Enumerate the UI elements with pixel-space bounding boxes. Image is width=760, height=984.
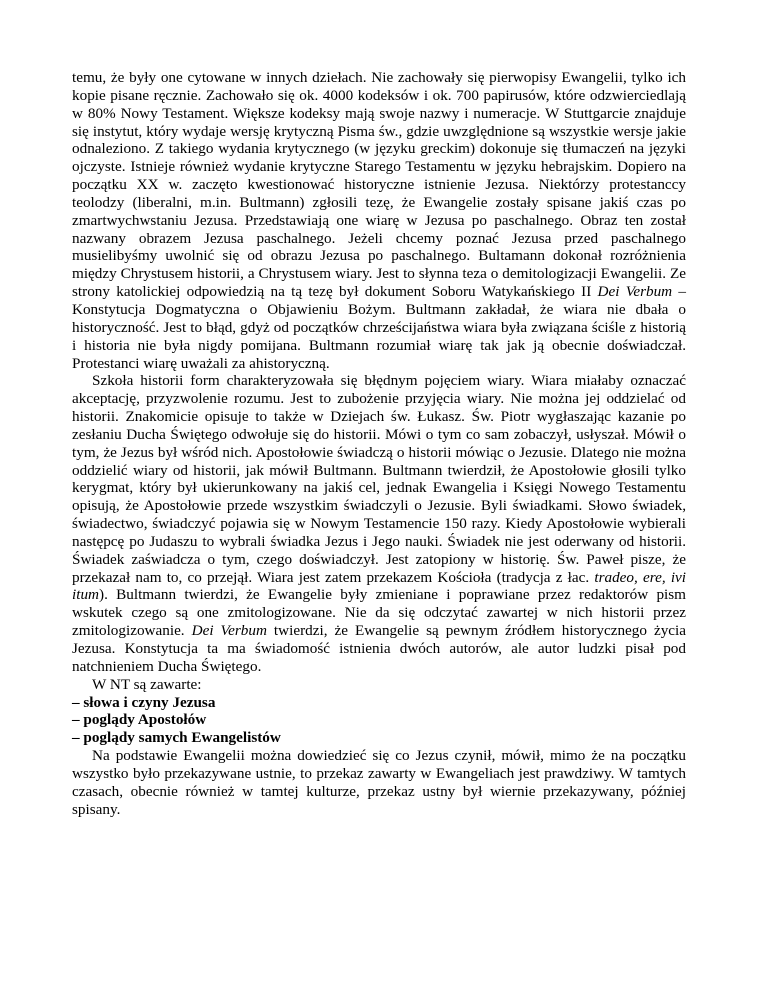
paragraph-2-text-c: twierdzi, że Ewangelie są pewnym źródłem historycznego życia Jezusa. Konstytucja ta ma świadomość istnienia dwóch autorów, ale autor ludzki pisał pod natchnieniem Ducha Świętego. [72, 622, 687, 675]
list-item: – słowa i czyny Jezusa [72, 693, 216, 711]
contents-list [72, 694, 686, 748]
paragraph-4: Na podstawie Ewangelii można dowiedzieć się co Jezus czynił, mówił, mimo że na początku wszystko było przekazywane ustnie, to przekaz zawarty w Ewangeliach jest prawdziwy. W tamtych czasach, obecnie również w tamtej kulturze, przekaz ustny był wiernie przekazywany, później spisany. [72, 747, 686, 818]
paragraph-1-text-b: – Konstytucja Dogmatyczna o Objawieniu Bożym. Bultmann zakładał, że wiara nie dbała o historyczność. Jest to błąd, gdyż od początków chrześcijaństwa wiara była związana ściśle z historią i historia nie była nigdy pomijana. Bultmann rozumiał wiarę tak jak ją obecnie doświadczał. Protestanci wiarę uważali za ahistoryczną. [72, 283, 687, 372]
paragraph-3: W NT są zawarte: [92, 675, 202, 693]
paragraph-1-text-a: temu, że były one cytowane w innych dziełach. Nie zachowały się pierwopisy Ewangelii, tylko ich kopie pisane ręcznie. Zachowało się ok. 4000 kodeksów i ok. 700 papirusów, które odzwierciedlają w 80% Nowy Testament. Większe kodeksy mają swoje nazwy i numeracje. W Stuttgarcie znajduje się instytut, który wydaje wersję krytyczną Pisma św., gdzie uwzględnione są wszystkie wersje jakie odnaleziono. Z takiego wydania krytycznego (w języku greckim) dokonuje się tłumaczeń na języki ojczyste. Istnieje również wydanie krytyczne Starego Testamentu w języku hebrajskim. Dopiero na początku XX w. zaczęto kwestionować historyczne istnienie Jezusa. Niektórzy protestanccy teolodzy (liberalni, m.in. Bultmann) zgłosili tezę, że Ewangelie zostały spisane jakiś czas po zmartwychwstaniu Jezusa. Przedstawiają one wiarę w Jezusa po paschalnego. Obraz ten został nazwany obrazem Jezusa paschalnego. Jeżeli chcemy poznać Jezusa przed paschalnego musielibyśmy uwolnić się od obrazu Jezusa po paschalnego. Bultamann dokonał rozróżnienia między Chrystusem historii, a Chrystusem wiary. Jest to słynna teza o demitologizacji Ewangelii. Ze strony katolickiej odpowiedzią na tą tezę był dokument Soboru Watykańskiego II [72, 69, 686, 301]
paragraph-2 [72, 372, 686, 675]
paragraph-1 [72, 69, 686, 372]
paragraph-1-italic-title: Dei Verbum [597, 283, 673, 301]
list-item: – poglądy Apostołów [72, 711, 207, 729]
paragraph-2-text-b: ). Bultmann twierdzi, że Ewangelie były zmieniane i poprawiane przez redaktorów pism wskutek czego są one zmitologizowane. Nie da się odczytać zawartej w nich historii przez zmitologizowanie. [72, 586, 686, 640]
paragraph-2-italic-title: Dei Verbum [191, 622, 267, 640]
list-item: – poglądy samych Ewangelistów [72, 729, 281, 747]
paragraph-2-text-a: Szkoła historii form charakteryzowała się błędnym pojęciem wiary. Wiara miałaby oznaczać akceptację, przyzwolenie rozumu. Jest to zubożenie przyjęcia wiary. Nie można jej oddzielać od historii. Znakomicie opisuje to także w Dziejach św. Łukasz. Św. Piotr wygłaszając kazanie po zesłaniu Ducha Świętego odwołuje się do historii. Mówi o tym co sam zobaczył, usłyszał. Mówił o tym, że Jezus był wśród nich. Apostołowie świadczą o historii mówiąc o Jezusie. Dlatego nie można oddzielić wiary od historii, jak mówił Bultmann. Bultmann twierdził, że Apostołowie głosili tylko kerygmat, który był ukierunkowany na jakiś cel, jednak Ewangelia i Księgi Nowego Testamentu opisują, że Apostołowie przede wszystkim świadczyli o Jezusie. Byli świadkami. Słowo świadek, świadectwo, świadczyć pojawia się w Nowym Testamencie 150 razy. Kiedy Apostołowie wybierali następcę po Judaszu to wybrali świadka Jezus i Jego nauki. Świadek nie jest oderwany od historii. Świadek zaświadcza o tym, czego doświadczył. Jest zatopiony w historię. Św. Paweł pisze, że przekazał nam to, co przejął. Wiara jest zatem przekazem Kościoła (tradycja z łac. [72, 372, 686, 586]
paragraph-2-italic-latin: tradeo, ere, ivi itum [72, 568, 686, 604]
document-page [72, 69, 686, 818]
